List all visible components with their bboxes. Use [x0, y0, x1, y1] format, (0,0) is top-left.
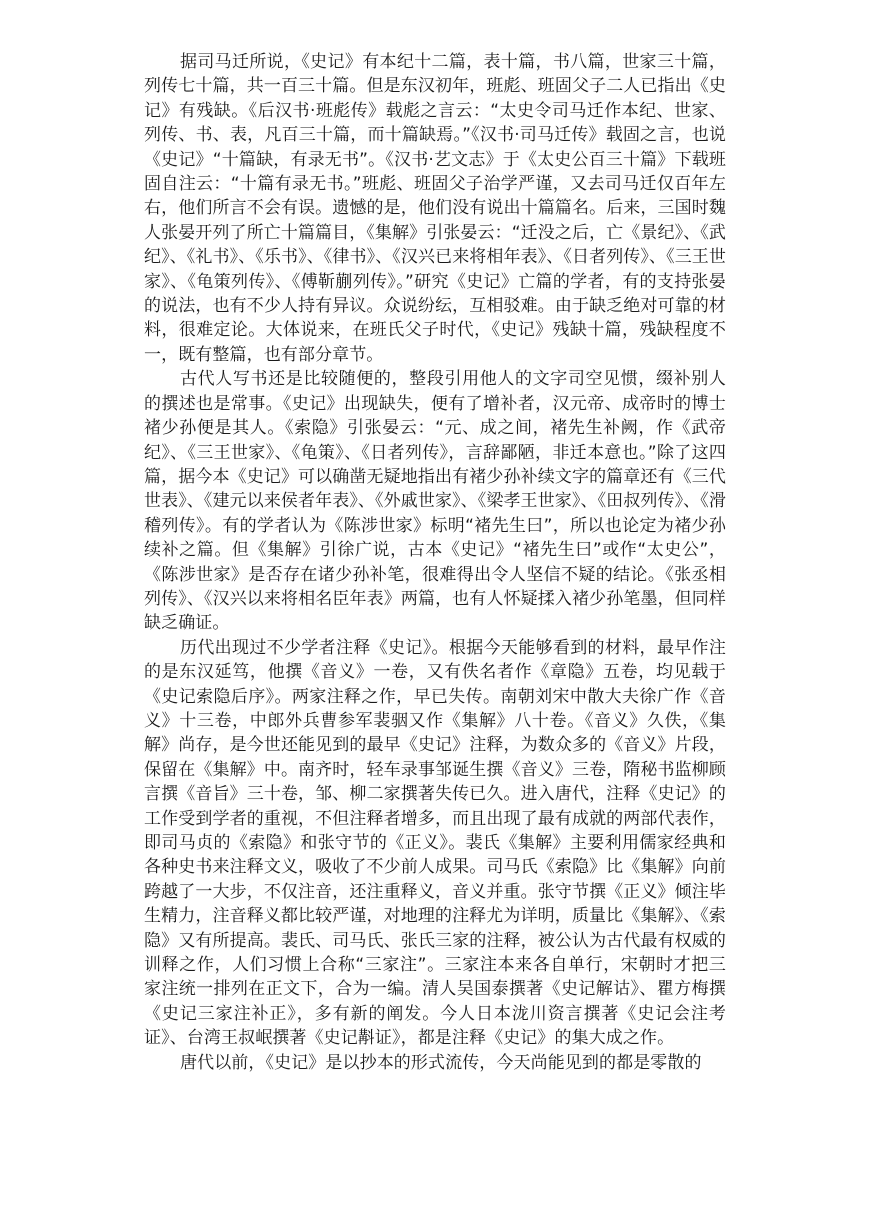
paragraph-1: 据司马迁所说，《史记》有本纪十二篇，表十篇，书八篇，世家三十篇，列传七十篇，共一百三十篇。但是东汉初年，班彪、班固父子二人已指出《史记》有残缺。《后汉书·班彪传》载彪之言云：“太史令司马迁作本纪、世家、列传、书、表，凡百三十篇，而十篇缺焉。”《汉书·司马迁传》载固之言，也说《史记》“十篇缺，有录无书”。《汉书·艺文志》于《太史公百三十篇》下载班固自注云：“十篇有录无书。”班彪、班固父子治学严谨，又去司马迁仅百年左右，他们所言不会有误。遗憾的是，他们没有说出十篇篇名。后来，三国时魏人张晏开列了所亡十篇篇目，《集解》引张晏云：“迁没之后，亡《景纪》、《武纪》、《礼书》、《乐书》、《律书》、《汉兴已来将相年表》、《日者列传》、《三王世家》、《龟策列传》、《傅靳蒯列传》。”研究《史记》亡篇的学者，有的支持张晏的说法，也有不少人持有异议。众说纷纭，互相驳难。由于缺乏绝对可靠的材料，很难定论。大体说来，在班氏父子时代，《史记》残缺十篇，残缺程度不一，既有整篇，也有部分章节。 [144, 52, 726, 365]
paragraph-2: 古代人写书还是比较随便的，整段引用他人的文字司空见惯，缀补别人的撰述也是常事。《史记》出现缺失，便有了增补者，汉元帝、成帝时的博士褚少孙便是其人。《索隐》引张晏云：“元、成之间，褚先生补阙，作《武帝纪》、《三王世家》、《龟策》、《日者列传》，言辞鄙陋，非迁本意也。”除了这四篇，据今本《史记》可以确凿无疑地指出有褚少孙补续文字的篇章还有《三代世表》、《建元以来侯者年表》、《外戚世家》、《梁孝王世家》、《田叔列传》、《滑稽列传》。有的学者认为《陈涉世家》标明“褚先生曰”，所以也论定为褚少孙续补之篇。但《集解》引徐广说，古本《史记》“褚先生曰”或作“太史公”，《陈涉世家》是否存在诸少孙补笔，很难得出令人坚信不疑的结论。《张丞相列传》、《汉兴以来将相名臣年表》两篇，也有人怀疑揉入褚少孙笔墨，但同样缺乏确证。 [144, 369, 726, 634]
paragraph-4: 唐代以前，《史记》是以抄本的形式流传，今天尚能见到的都是零散的 [180, 1052, 702, 1073]
paragraph-3: 历代出现过不少学者注释《史记》。根据今天能够看到的材料，最早作注的是东汉延笃，他撰《音义》一卷，又有佚名者作《章隐》五卷，均见载于《史记索隐后序》。两家注释之作，早已失传。南朝刘宋中散大夫徐广作《音义》十三卷，中郎外兵曹参军裴骃又作《集解》八十卷。《音义》久佚，《集解》尚存，是今世还能见到的最早《史记》注释，为数众多的《音义》片段，保留在《集解》中。南齐时，轻车录事邹诞生撰《音义》三卷，隋秘书监柳顾言撰《音旨》三十卷，邹、柳二家撰著失传已久。进入唐代，注释《史记》的工作受到学者的重视，不但注释者增多，而且出现了最有成就的两部代表作，即司马贞的《索隐》和张守节的《正义》。裴氏《集解》主要利用儒家经典和各种史书来注释文义，吸收了不少前人成果。司马氏《索隐》比《集解》向前跨越了一大步，不仅注音，还注重释义，音义并重。张守节撰《正义》倾注毕生精力，注音释义都比较严谨，对地理的注释尤为详明，质量比《集解》、《索隐》又有所提高。裴氏、司马氏、张氏三家的注释，被公认为古代最有权威的训释之作，人们习惯上合称“三家注”。三家注本来各自单行，宋朝时才把三家注统一排列在正文下，合为一编。清人吴国泰撰著《史记解诂》、瞿方梅撰《史记三家注补正》，多有新的阐发。今人日本泷川资言撰著《史记会注考证》、台湾王叔岷撰著《史记斠证》，都是注释《史记》的集大成之作。 [144, 637, 726, 1049]
document-page [144, 50, 726, 1075]
